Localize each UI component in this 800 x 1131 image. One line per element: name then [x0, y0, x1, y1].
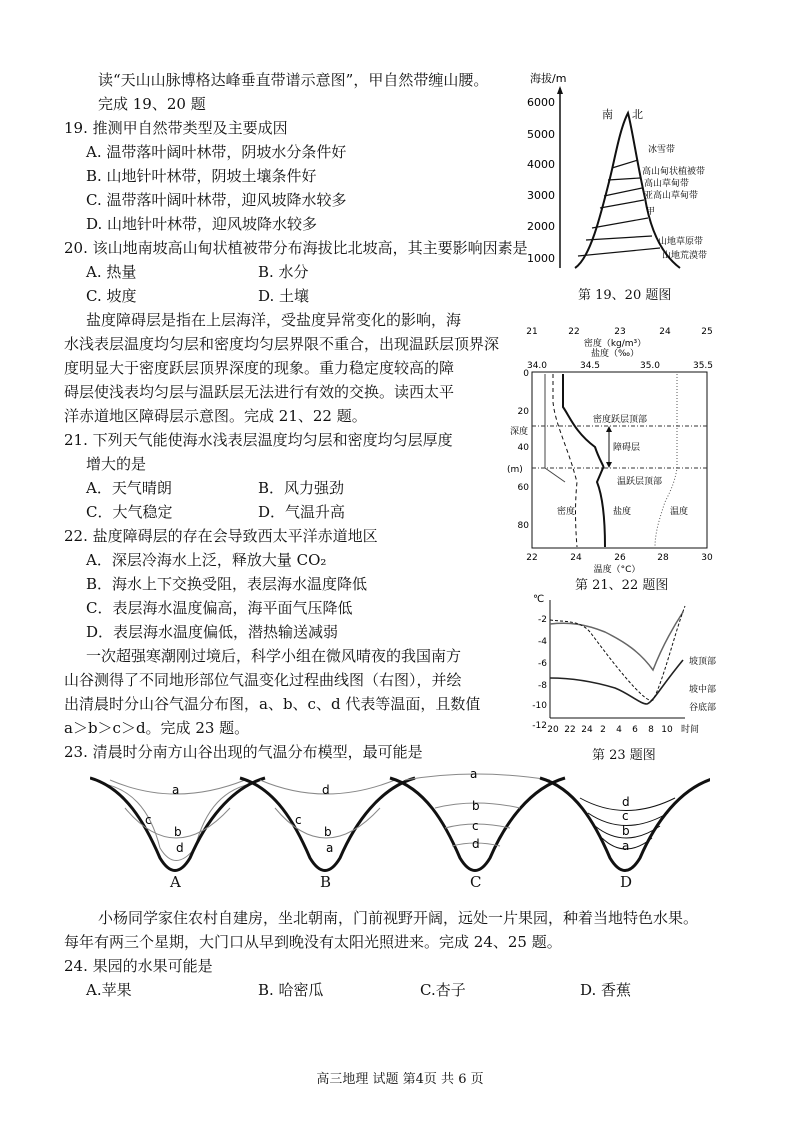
svg-text:d: d	[322, 783, 330, 797]
svg-text:山地荒漠带: 山地荒漠带	[662, 251, 708, 261]
svg-text:24: 24	[659, 327, 671, 337]
q20-stem: 20. 该山地南坡高山甸状植被带分布海拔比北坡高，其主要影响因素是	[64, 239, 528, 257]
fig2-caption: 第 21、22 题图	[575, 578, 669, 593]
svg-text:℃: ℃	[533, 594, 545, 605]
q22-option-c[interactable]: C．表层海水温度偏高，海平面气压降低	[86, 599, 353, 617]
q19-stem: 19. 推测甲自然带类型及主要成因	[64, 119, 288, 137]
svg-text:时间: 时间	[680, 725, 700, 735]
svg-text:坡中部: 坡中部	[689, 685, 717, 695]
svg-text:30: 30	[701, 553, 713, 563]
svg-text:盐度: 盐度	[613, 507, 632, 517]
fig-barrier-layer	[505, 322, 720, 574]
fig3-caption: 第 23 题图	[592, 748, 656, 763]
svg-text:c: c	[295, 813, 302, 827]
q20-option-b[interactable]: B. 水分	[258, 263, 309, 281]
svg-text:北: 北	[632, 108, 643, 121]
svg-text:b: b	[472, 799, 480, 813]
svg-text:-8: -8	[538, 681, 547, 691]
fig-mountain-zonation	[520, 68, 720, 276]
svg-text:高山草甸带: 高山草甸带	[644, 179, 690, 189]
intro-19-20: 读“天山山脉博格达峰垂直带谱示意图”，甲自然带缠山腰。	[98, 71, 489, 89]
para21-line5: 洋赤道地区障碍层示意图。完成 21、22 题。	[64, 407, 367, 425]
svg-text:10: 10	[661, 725, 673, 735]
q21-option-d[interactable]: D．气温升高	[258, 503, 346, 521]
para23-line3: 出清晨时分山谷气温分布图，a、b、c、d 代表等温面，且数值	[64, 695, 481, 713]
svg-text:22: 22	[564, 725, 576, 735]
q19-option-a[interactable]: A. 温带落叶阔叶林带，阴坡水分条件好	[86, 143, 347, 161]
svg-text:20: 20	[517, 407, 529, 417]
svg-text:谷底部: 谷底部	[689, 703, 717, 713]
para24-line2: 每年有两三个星期，大门口从早到晚没有太阳光照进来。完成 24、25 题。	[64, 933, 562, 951]
svg-text:高山甸状植被带: 高山甸状植被带	[642, 167, 706, 177]
svg-text:冰雪带: 冰雪带	[648, 145, 676, 155]
svg-text:35.0: 35.0	[639, 361, 661, 371]
svg-text:a: a	[326, 841, 334, 855]
q20-option-d[interactable]: D. 土壤	[258, 287, 310, 305]
svg-text:6: 6	[632, 725, 638, 735]
svg-text:35.5: 35.5	[692, 361, 714, 371]
svg-text:d: d	[622, 795, 630, 809]
q21-stem-cont: 增大的是	[86, 455, 147, 473]
svg-text:26: 26	[614, 553, 626, 563]
valley-model-d[interactable]	[540, 778, 710, 871]
valley-model-b[interactable]	[240, 778, 415, 871]
svg-text:-4: -4	[538, 637, 547, 647]
svg-text:(m): (m)	[507, 465, 523, 475]
svg-text:密度跃层顶部: 密度跃层顶部	[593, 415, 648, 425]
para23-line1: 一次超强寒潮刚过境后，科学小组在微风晴夜的我国南方	[86, 647, 462, 665]
valley-model-a[interactable]	[90, 778, 265, 871]
para21-line3: 度明显大于密度跃层顶界深度的现象。重力稳定度较高的障	[64, 359, 455, 377]
svg-text:坡顶部: 坡顶部	[689, 657, 717, 667]
page-footer: 高三地理 试题 第4页 共 6 页	[316, 1072, 484, 1087]
svg-text:34.0: 34.0	[526, 361, 548, 371]
q20-option-a[interactable]: A. 热量	[86, 263, 137, 281]
svg-text:23: 23	[614, 327, 626, 337]
svg-text:b: b	[324, 825, 332, 839]
svg-text:60: 60	[517, 483, 529, 493]
svg-text:0: 0	[523, 369, 529, 379]
svg-text:b: b	[622, 824, 630, 838]
valley-model-c[interactable]	[390, 768, 565, 871]
q23-stem: 23. 清晨时分南方山谷出现的气温分布模型，最可能是	[64, 743, 423, 761]
svg-text:a: a	[622, 839, 630, 853]
q24-stem: 24. 果园的水果可能是	[64, 957, 213, 975]
fig-valley-temperature	[525, 592, 720, 742]
svg-text:山地草原带: 山地草原带	[658, 237, 704, 247]
para21-line2: 水浅表层温度均匀层和密度均匀层界限不重合，出现温跃层顶界深	[64, 335, 500, 353]
q22-option-a[interactable]: A．深层冷海水上泛，释放大量 CO₂	[86, 551, 327, 569]
svg-text:5000: 5000	[527, 128, 555, 141]
q24-option-c[interactable]: C.杏子	[420, 981, 466, 999]
svg-text:2: 2	[600, 725, 606, 735]
svg-text:8: 8	[648, 725, 654, 735]
svg-text:25: 25	[701, 327, 713, 337]
svg-text:2000: 2000	[527, 220, 555, 233]
svg-text:密度（kg/m³）: 密度（kg/m³）	[583, 339, 647, 349]
svg-text:盐度（‰）: 盐度（‰）	[590, 349, 640, 359]
svg-text:1000: 1000	[527, 252, 555, 265]
svg-text:c: c	[145, 813, 152, 827]
q23-label-c[interactable]: C	[470, 873, 482, 891]
svg-text:a: a	[172, 783, 180, 797]
svg-text:-12: -12	[532, 721, 547, 731]
q22-stem: 22. 盐度障碍层的存在会导致西太平洋赤道地区	[64, 527, 378, 545]
svg-text:-2: -2	[538, 615, 547, 625]
svg-text:密度: 密度	[557, 507, 576, 517]
svg-text:80: 80	[517, 521, 529, 531]
svg-text:28: 28	[657, 553, 669, 563]
para21-line4: 碍层使浅表均匀层与温跃层无法进行有效的交换。读西太平	[64, 383, 455, 401]
intro-19-20-b: 完成 19、20 题	[98, 95, 206, 113]
svg-text:34.5: 34.5	[579, 361, 601, 371]
para23-line2: 山谷测得了不同地形部位气温变化过程曲线图（右图），并绘	[64, 671, 462, 689]
svg-text:c: c	[472, 819, 479, 833]
svg-text:温度: 温度	[670, 507, 689, 517]
fig1-caption: 第 19、20 题图	[578, 288, 672, 303]
svg-text:3000: 3000	[527, 189, 555, 202]
svg-text:甲: 甲	[646, 207, 656, 217]
q21-option-c[interactable]: C．大气稳定	[86, 503, 173, 521]
svg-text:温度（°C）: 温度（°C）	[593, 565, 641, 574]
q20-option-c[interactable]: C. 坡度	[86, 287, 137, 305]
svg-text:24: 24	[581, 725, 593, 735]
q19-option-c[interactable]: C. 温带落叶阔叶林带，迎风坡降水较多	[86, 191, 347, 209]
svg-text:c: c	[622, 809, 629, 823]
q23-label-b[interactable]: B	[320, 873, 332, 891]
svg-text:-6: -6	[538, 659, 547, 669]
para24-line1: 小杨同学家住农村自建房，坐北朝南，门前视野开阔，远处一片果园，种着当地特色水果。	[98, 909, 699, 927]
svg-text:南: 南	[602, 108, 613, 121]
svg-text:亚高山草甸带: 亚高山草甸带	[644, 191, 699, 201]
q23-label-d[interactable]: D	[620, 873, 633, 891]
svg-text:深度: 深度	[510, 427, 529, 437]
svg-text:4: 4	[616, 725, 622, 735]
q21-option-b[interactable]: B．风力强劲	[258, 479, 345, 497]
svg-text:a: a	[470, 768, 478, 781]
q24-option-b[interactable]: B. 哈密瓜	[258, 981, 324, 999]
q22-option-b[interactable]: B．海水上下交换受阻，表层海水温度降低	[86, 575, 368, 593]
q24-option-d[interactable]: D. 香蕉	[580, 981, 632, 999]
q19-option-d[interactable]: D. 山地针叶林带，迎风坡降水较多	[86, 215, 318, 233]
para21-line1: 盐度障碍层是指在上层海洋，受盐度异常变化的影响，海	[86, 311, 462, 329]
q22-option-d[interactable]: D．表层海水温度偏低，潜热输送减弱	[86, 623, 339, 641]
q19-option-b[interactable]: B. 山地针叶林带，阴坡土壤条件好	[86, 167, 317, 185]
fig1-yaxis-label: 海拔/m	[530, 72, 567, 85]
svg-text:障碍层: 障碍层	[613, 443, 641, 453]
svg-text:b: b	[174, 825, 182, 839]
svg-text:d: d	[472, 837, 480, 851]
q21-stem: 21. 下列天气能使海水浅表层温度均匀层和密度均匀层厚度	[64, 431, 453, 449]
svg-text:温跃层顶部: 温跃层顶部	[617, 477, 663, 487]
svg-text:20: 20	[547, 725, 559, 735]
svg-text:24: 24	[570, 553, 582, 563]
svg-text:6000: 6000	[527, 96, 555, 109]
svg-text:d: d	[176, 841, 184, 855]
q21-option-a[interactable]: A．天气晴朗	[86, 479, 172, 497]
svg-text:40: 40	[517, 443, 529, 453]
q23-valley-models	[90, 768, 710, 892]
svg-text:22: 22	[568, 327, 580, 337]
para23-line4: a＞b＞c＞d。完成 23 题。	[64, 719, 250, 737]
svg-text:-10: -10	[532, 701, 547, 711]
svg-text:21: 21	[526, 327, 538, 337]
svg-text:4000: 4000	[527, 158, 555, 171]
q23-label-a[interactable]: A	[170, 873, 181, 891]
svg-text:22: 22	[526, 553, 538, 563]
q24-option-a[interactable]: A.苹果	[86, 981, 132, 999]
